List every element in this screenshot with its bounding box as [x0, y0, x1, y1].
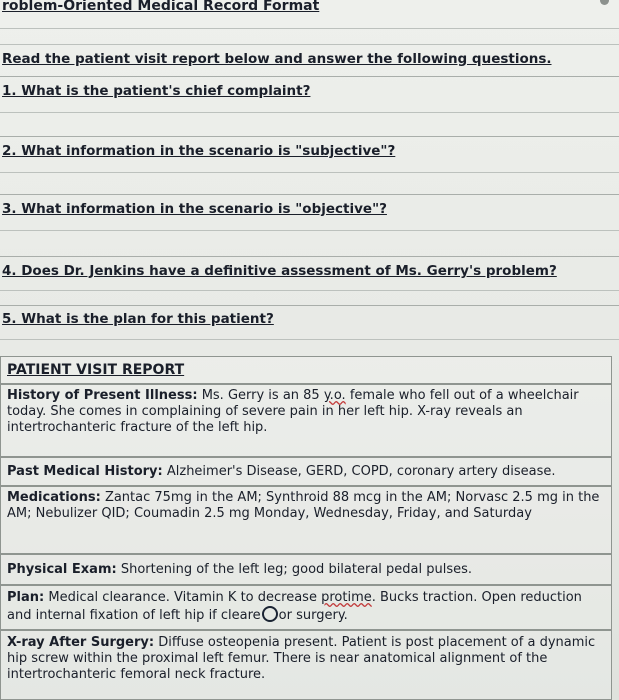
report-title-box: [0, 356, 612, 384]
divider: [0, 339, 619, 340]
plan-protime: protime: [321, 590, 372, 605]
question-5: 5. What is the plan for this patient?: [0, 305, 619, 339]
exam-section: [0, 554, 612, 585]
xray-text: Diffuse osteopenia present. Patient is post placement of a dynamic hip screw within the proximal left femur. There is near anatomical alignment of the intertrochanteric femoral neck fracture.: [7, 635, 596, 682]
medications-section: [0, 486, 612, 554]
hpi-text-cont: female who fell out of a wheelchair today. She comes in complaining of severe pain in her left hip. X-ray reveals an intertrochanteric fracture of the left hip.: [7, 388, 579, 435]
hpi-age-abbrev: y.o.: [323, 388, 346, 403]
hpi-text: Ms. Gerry is an 85: [201, 388, 320, 403]
divider: [0, 290, 619, 291]
document-title: roblem-Oriented Medical Record Format: [2, 0, 320, 14]
question-2: 2. What information in the scenario is "subjective"?: [0, 136, 619, 172]
pmh-label: Past Medical History:: [7, 464, 163, 479]
medications-text: Zantac 75mg in the AM; Synthroid 88 mcg in the AM; Norvasc 2.5 mg in the AM; Nebulizer QID; Coumadin 2.5 mg Monday, Wednesday, Friday, and Saturday: [7, 490, 600, 521]
plan-text-end: or surgery.: [278, 608, 348, 623]
instruction-text: Read the patient visit report below and answer the following questions.: [0, 44, 619, 74]
plan-section: [0, 585, 612, 630]
medications-label: Medications:: [7, 490, 101, 505]
xray-section: [0, 630, 612, 700]
report-title: PATIENT VISIT REPORT: [7, 362, 185, 378]
hpi-label: History of Present Illness:: [7, 388, 198, 403]
plan-label: Plan:: [7, 590, 45, 605]
divider: [0, 112, 619, 113]
question-1: 1. What is the patient's chief complaint?: [0, 76, 619, 112]
divider: [0, 172, 619, 173]
divider: [0, 28, 619, 29]
pmh-section: [0, 457, 612, 486]
hpi-section: [0, 384, 612, 457]
xray-label: X-ray After Surgery:: [7, 635, 155, 650]
plan-text: Medical clearance. Vitamin K to decrease: [48, 590, 317, 605]
exam-label: Physical Exam:: [7, 562, 117, 577]
circle-mark-icon: [262, 606, 278, 622]
exam-text: Shortening of the left leg; good bilateral pedal pulses.: [120, 562, 473, 577]
plan-text-cont: . Bucks traction. Open reduction and internal fixation of left hip if cleare: [7, 590, 582, 623]
question-4: 4. Does Dr. Jenkins have a definitive assessment of Ms. Gerry's problem?: [0, 256, 619, 290]
divider: [0, 230, 619, 231]
question-3: 3. What information in the scenario is "objective"?: [0, 194, 619, 230]
pmh-text: Alzheimer's Disease, GERD, COPD, coronary artery disease.: [166, 464, 556, 479]
